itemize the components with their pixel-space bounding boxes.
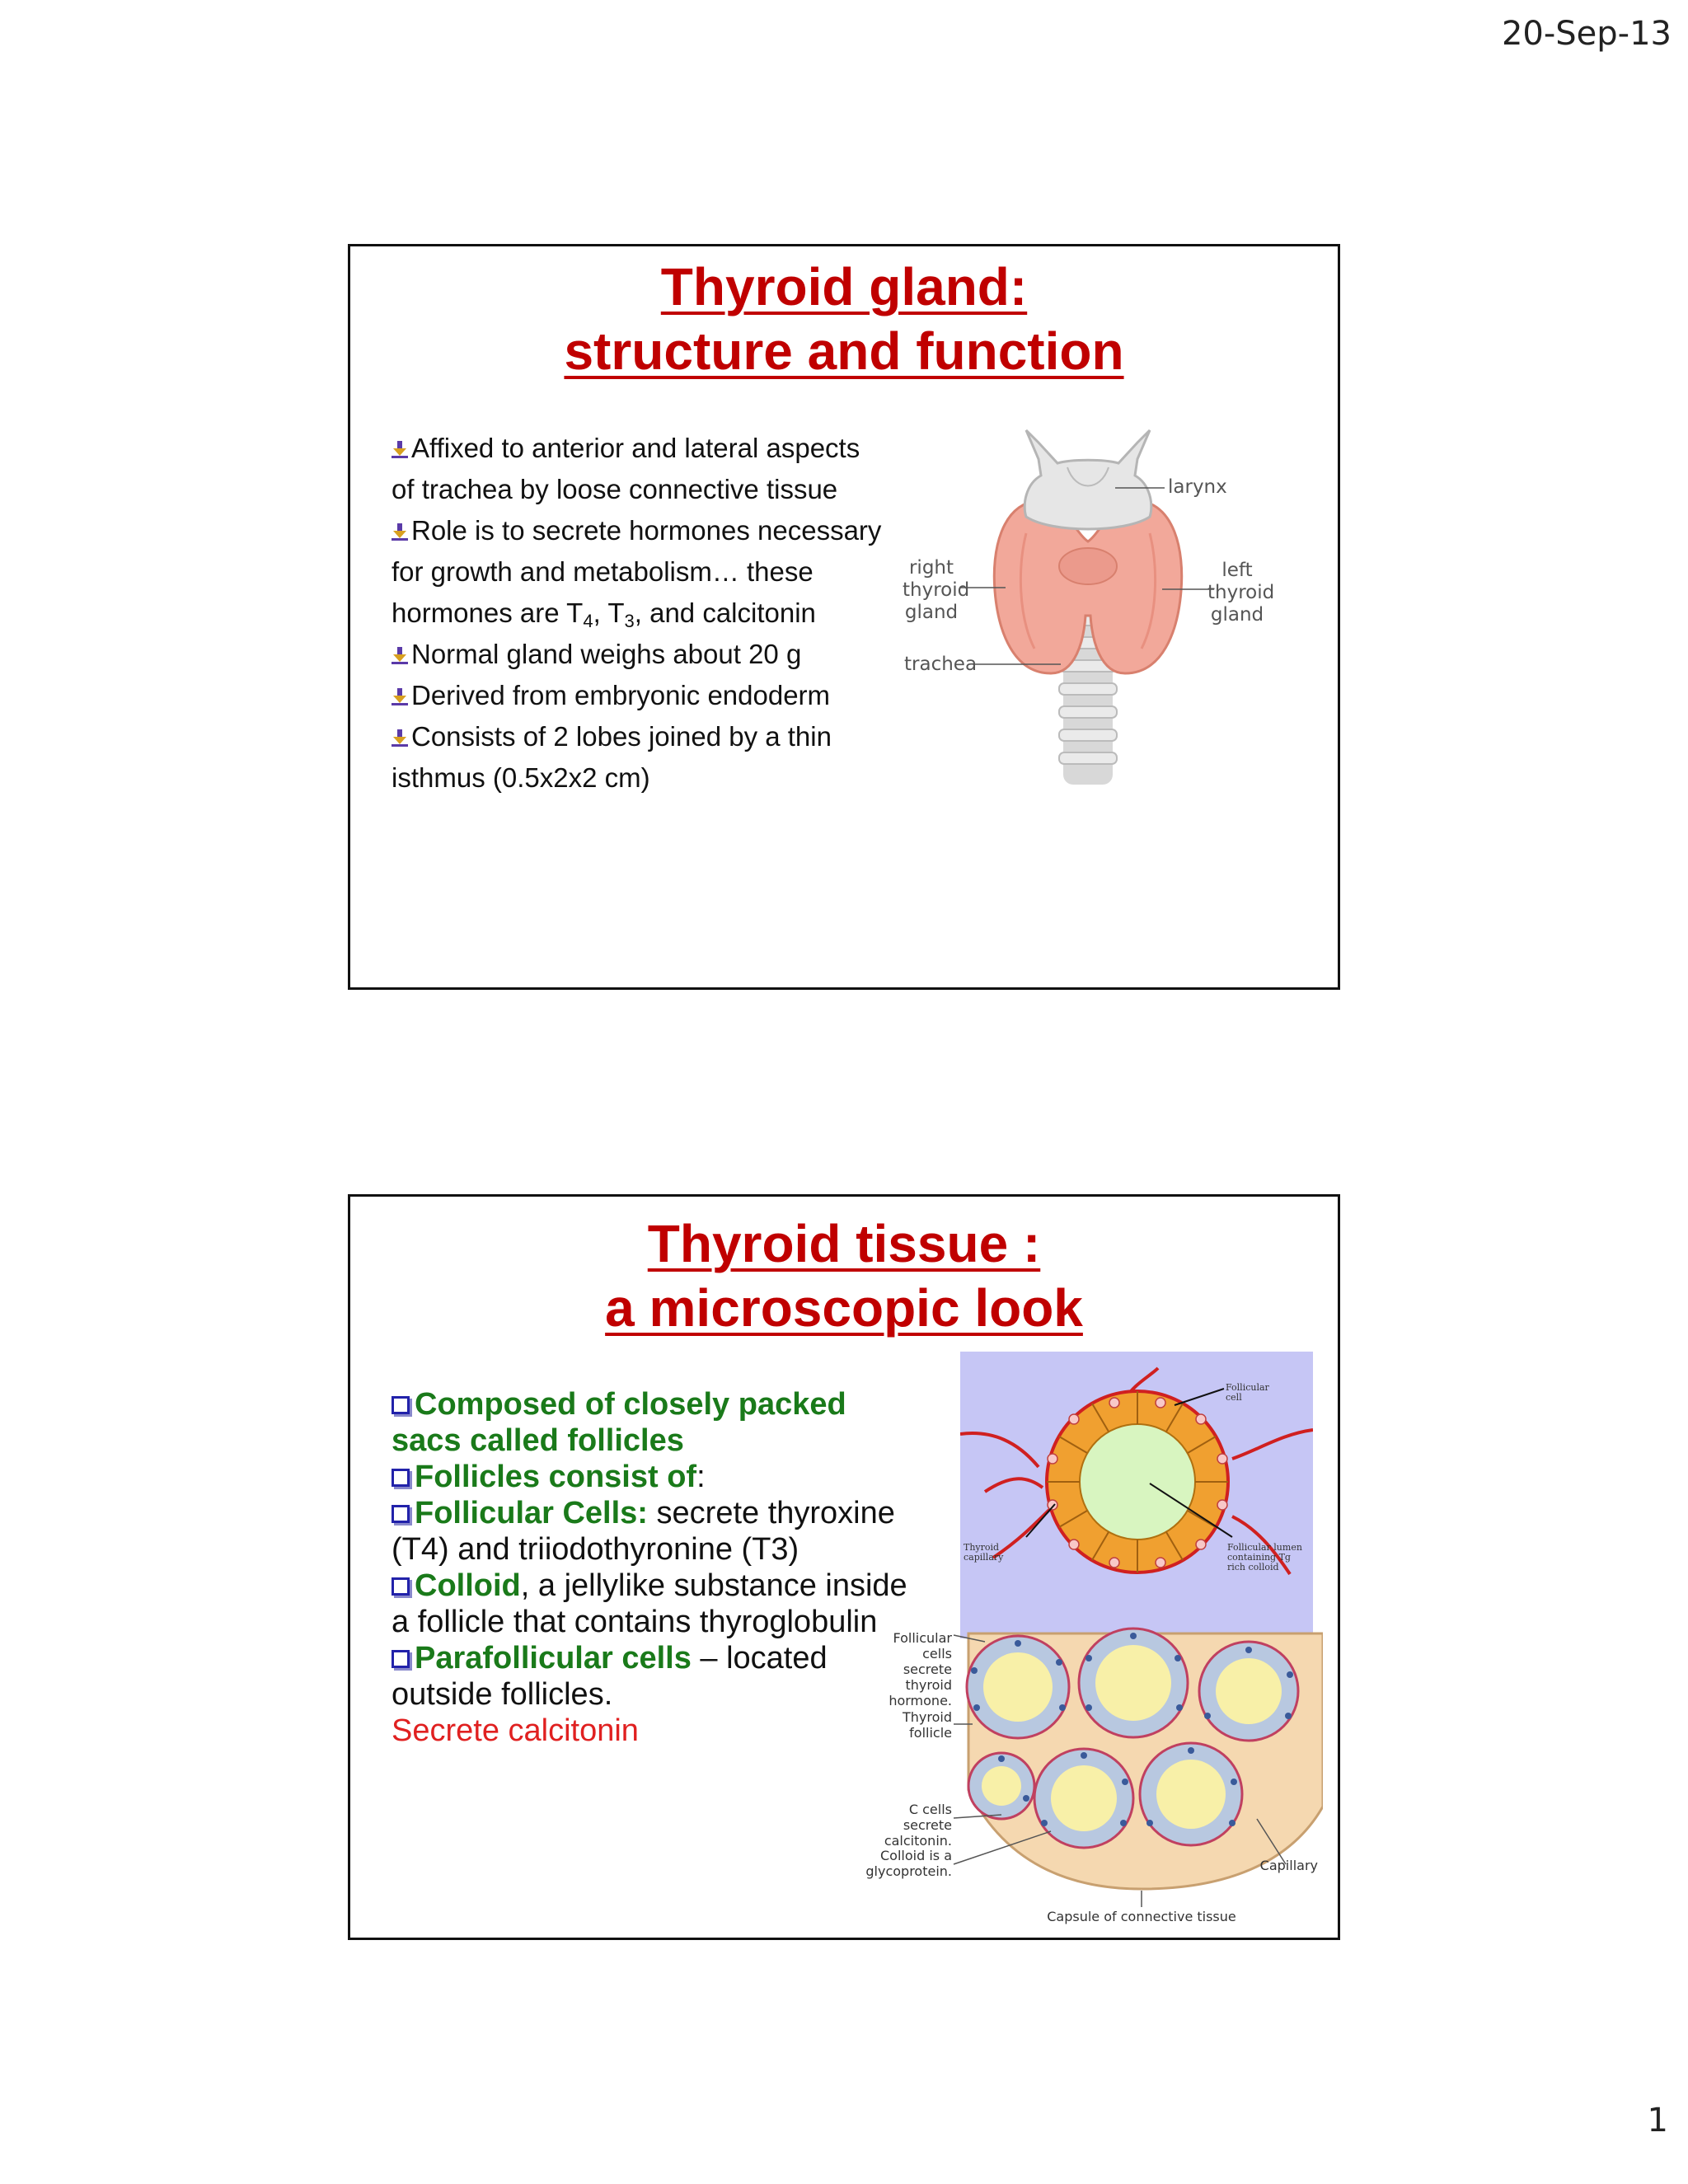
bullet-text: Normal gland weighs about 20 g [411,639,802,669]
label-line: capillary [964,1552,1004,1563]
bullet-text: : [696,1460,706,1494]
checkbox-bullet-icon [392,1505,410,1523]
label-capillary: Capillary [1259,1858,1318,1873]
bullet-item [392,716,886,799]
title-line-1: Thyroid tissue : [647,1214,1041,1273]
arrow-down-bullet-icon [392,687,408,706]
label-capsule: Capsule of connective tissue [1047,1909,1236,1924]
subscript: 3 [624,611,635,631]
bullet-text: – located outside follicles. [392,1641,828,1712]
label-follicular-cell [1226,1383,1269,1403]
label-line: Follicular lumen [1227,1542,1302,1553]
label-follicular-cells [861,1630,952,1708]
label-line: rich colloid [1227,1562,1279,1572]
bullet-item [392,1459,919,1495]
arrow-down-bullet-icon [392,522,408,541]
bullet-text: Derived from embryonic endoderm [411,680,831,710]
bullet-text: , a jellylike substance inside a follicle that contains thyroglobulin [392,1568,907,1639]
bullet-text: , and calcitonin [634,598,816,628]
slide-title [350,255,1338,383]
slide-thyroid-tissue [348,1194,1340,1940]
label-line: right [908,557,954,579]
label-line: left [1221,560,1253,581]
label-thyroid-capillary [964,1543,1003,1563]
bullet-text: Role is to secrete hormones necessary for growth and metabolism… these hormones are T [392,515,882,628]
bullet-item [392,510,886,634]
label-line: Follicular cells [893,1630,952,1661]
bullet-item [392,1640,919,1713]
thyroid-tissue-section-figure [861,1625,1323,1930]
page-number: 1 [1647,2102,1668,2139]
label-line: hormone. [889,1693,952,1708]
bullet-item: Secrete calcitonin [392,1713,639,1748]
bullet-text: Follicles consist of [415,1460,697,1494]
label-left-thyroid-gland [1207,560,1275,626]
arrow-down-bullet-icon [392,645,408,665]
bullet-heading: Parafollicular cells [415,1641,692,1675]
label-line: Follicular [1226,1382,1269,1393]
label-line: thyroid [1207,582,1275,603]
label-colloid [861,1848,952,1879]
bullet-list [392,428,886,799]
follicle-diagram [960,1352,1313,1638]
label-line: cell [1226,1392,1242,1403]
label-line: C cells secrete [903,1802,952,1833]
label-line: gland [904,602,959,623]
bullet-item [392,1495,919,1568]
bullet-item [392,634,886,675]
label-right-thyroid-gland [903,557,970,624]
thyroid-anatomy-figure [903,426,1275,789]
label-line: calcitonin. [884,1833,952,1849]
bullet-list [392,1386,919,1749]
bullet-heading: Colloid [415,1568,521,1603]
title-line-2: a microscopic look [605,1278,1083,1338]
slide-title [350,1212,1338,1340]
page-date: 20-Sep-13 [1501,15,1672,53]
larynx-shape [1025,430,1151,529]
label-line: Thyroid [964,1542,1000,1553]
title-line-2: structure and function [564,321,1124,381]
label-follicular-lumen [1227,1543,1302,1572]
colloid-lumen-shape [1080,1424,1195,1540]
checkbox-bullet-icon [392,1469,410,1487]
slide-thyroid-gland [348,244,1340,990]
label-line: gland [1210,604,1264,626]
subscript: 4 [583,611,593,631]
label-line: Colloid is a [880,1848,952,1863]
bullet-item [392,1386,919,1459]
label-line: follicle [909,1725,952,1741]
bullet-item [392,428,886,510]
bullet-text: , T [593,598,625,628]
label-line: containing Tg [1227,1552,1291,1563]
label-line: glycoprotein. [865,1863,952,1879]
checkbox-bullet-icon [392,1650,410,1668]
label-c-cells [861,1802,952,1849]
bullet-text: Consists of 2 lobes joined by a thin isthmus (0.5x2x2 cm) [392,721,832,793]
label-thyroid-follicle [861,1709,952,1741]
bullet-text: Affixed to anterior and lateral aspects of trachea by loose connective tissue [392,433,860,504]
arrow-down-bullet-icon [392,728,408,748]
bullet-text: Composed of closely packed sacs called follicles [392,1387,846,1458]
label-line: thyroid [903,579,970,601]
bullet-text: secrete thyroxine (T4) and triiodothyronine (T3) [392,1496,895,1567]
label-line: Thyroid [903,1709,952,1725]
label-trachea: trachea [904,654,978,675]
label-larynx: larynx [1168,476,1227,498]
checkbox-bullet-icon [392,1396,410,1414]
bullet-item [392,675,886,716]
label-line: secrete thyroid [903,1661,952,1693]
arrow-down-bullet-icon [392,439,408,459]
checkbox-bullet-icon [392,1577,410,1596]
bullet-item [392,1568,919,1640]
title-line-1: Thyroid gland: [660,257,1028,316]
bullet-heading: Follicular Cells: [415,1496,648,1530]
